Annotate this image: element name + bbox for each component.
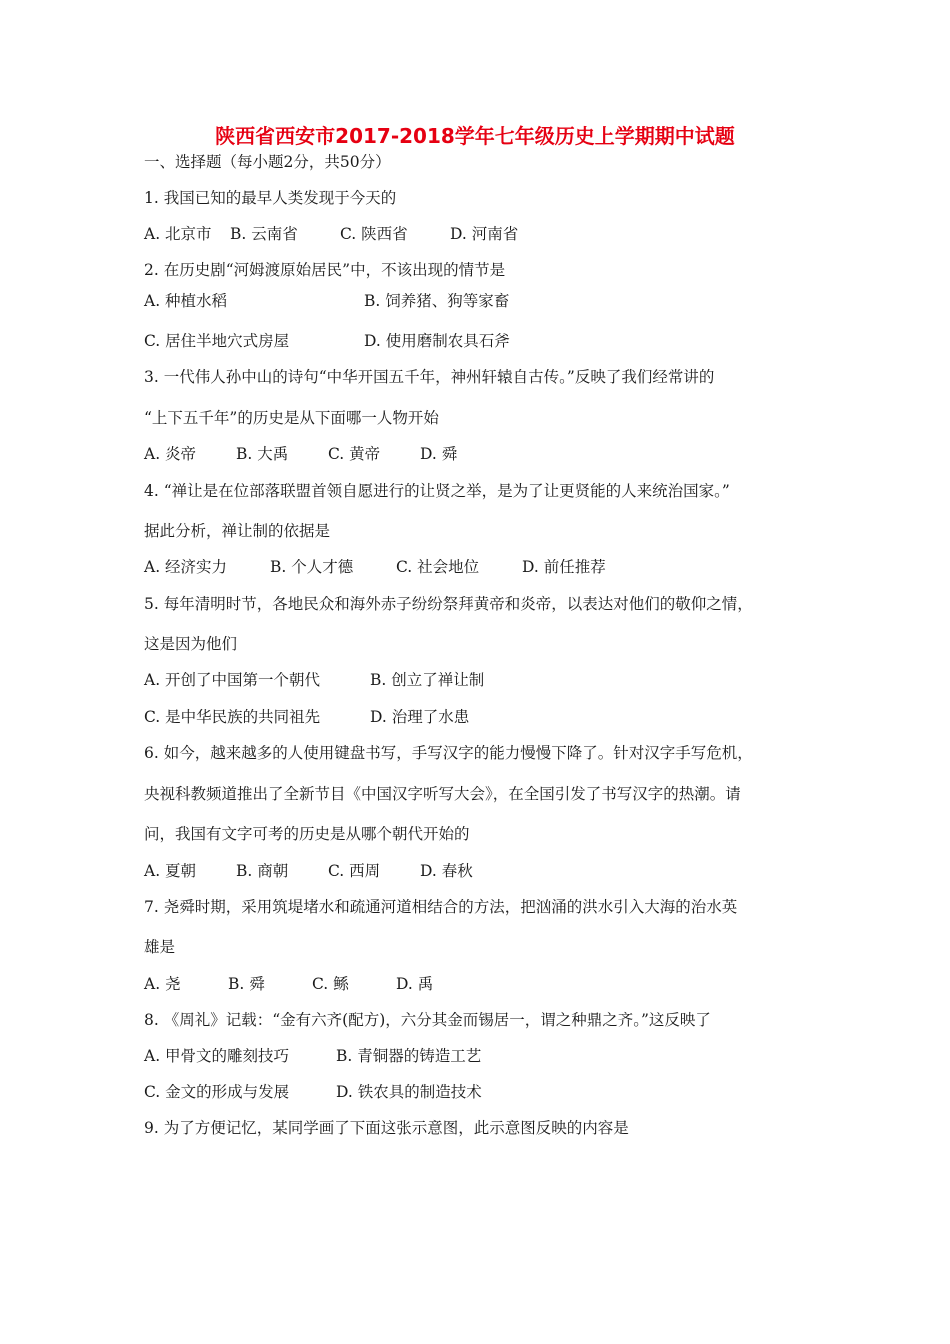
option-c: C. 居住半地穴式房屋 [144, 332, 290, 350]
option-d: D. 禹 [396, 975, 434, 993]
question-3-stem-line2: “上下五千年”的历史是从下面哪一人物开始 [144, 409, 439, 427]
question-6-options [144, 860, 473, 882]
option-b: B. 个人才德 [270, 558, 354, 576]
question-6-stem-line3: 问，我国有文字可考的历史是从哪个朝代开始的 [144, 825, 470, 843]
option-b: B. 创立了禅让制 [370, 671, 485, 689]
option-b: B. 舜 [228, 975, 265, 993]
option-a: A. 经济实力 [144, 558, 228, 576]
option-d: D. 使用磨制农具石斧 [364, 332, 510, 350]
option-c: C. 金文的形成与发展 [144, 1083, 290, 1101]
option-d: D. 前任推荐 [522, 558, 606, 576]
question-5-options-row2 [144, 706, 469, 728]
question-2-stem: 2. 在历史剧“河姆渡原始居民”中，不该出现的情节是 [144, 261, 506, 279]
option-b: B. 大禹 [236, 445, 289, 463]
question-6-stem-line1: 6. 如今，越来越多的人使用键盘书写，手写汉字的能力慢慢下降了。针对汉字手写危机， [144, 744, 753, 762]
option-c: C. 社会地位 [396, 558, 480, 576]
question-4-stem-line2: 据此分析，禅让制的依据是 [144, 522, 331, 540]
question-1-stem: 1. 我国已知的最早人类发现于今天的 [144, 189, 397, 207]
option-d: D. 春秋 [420, 862, 473, 880]
question-2-options-row1 [144, 290, 509, 312]
option-d: D. 铁农具的制造技术 [336, 1083, 482, 1101]
question-9-stem: 9. 为了方便记忆，某同学画了下面这张示意图，此示意图反映的内容是 [144, 1119, 629, 1137]
question-3-options [144, 443, 457, 465]
question-8-options-row2 [144, 1081, 482, 1103]
option-a: A. 炎帝 [144, 445, 197, 463]
option-a: A. 尧 [144, 975, 181, 993]
option-d: D. 舜 [420, 445, 458, 463]
question-4-options [144, 556, 606, 578]
option-c: C. 黄帝 [328, 445, 381, 463]
option-a: A. 北京市 [144, 225, 212, 243]
question-8-stem: 8. 《周礼》记载：“金有六齐(配方)，六分其金而锡居一，谓之种鼎之齐。”这反映了 [144, 1011, 711, 1029]
option-a: A. 种植水稻 [144, 292, 228, 310]
question-7-stem-line1: 7. 尧舜时期，采用筑堤堵水和疏通河道相结合的方法，把汹涌的洪水引入大海的治水英 [144, 898, 738, 916]
option-d: D. 治理了水患 [370, 708, 470, 726]
option-c: C. 陕西省 [340, 225, 408, 243]
option-c: C. 西周 [328, 862, 381, 880]
section-heading: 一、选择题（每小题2分，共50分） [144, 153, 391, 171]
question-2-options-row2 [144, 330, 510, 352]
option-b: B. 商朝 [236, 862, 289, 880]
question-8-options-row1 [144, 1045, 481, 1067]
option-b: B. 青铜器的铸造工艺 [336, 1047, 482, 1065]
question-6-stem-line2: 央视科教频道推出了全新节目《中国汉字听写大会》，在全国引发了书写汉字的热潮。请 [144, 785, 741, 803]
option-b: B. 云南省 [230, 225, 298, 243]
option-c: C. 鲧 [312, 975, 349, 993]
question-7-options [144, 973, 433, 995]
option-a: A. 夏朝 [144, 862, 197, 880]
option-c: C. 是中华民族的共同祖先 [144, 708, 321, 726]
question-3-stem-line1: 3. 一代伟人孙中山的诗句“中华开国五千年，神州轩辕自古传。”反映了我们经常讲的 [144, 368, 715, 386]
question-5-stem-line2: 这是因为他们 [144, 635, 238, 653]
option-a: A. 甲骨文的雕刻技巧 [144, 1047, 290, 1065]
option-b: B. 饲养猪、狗等家畜 [364, 292, 510, 310]
option-a: A. 开创了中国第一个朝代 [144, 671, 321, 689]
question-5-options-row1 [144, 669, 484, 691]
document-title: 陕西省西安市2017-2018学年七年级历史上学期期中试题 [215, 124, 735, 148]
question-7-stem-line2: 雄是 [144, 938, 176, 956]
question-4-stem-line1: 4. “禅让是在位部落联盟首领自愿进行的让贤之举，是为了让更贤能的人来统治国家。” [144, 482, 730, 500]
option-d: D. 河南省 [450, 225, 519, 243]
question-1-options [144, 223, 518, 245]
question-5-stem-line1: 5. 每年清明时节，各地民众和海外赤子纷纷祭拜黄帝和炎帝，以表达对他们的敬仰之情， [144, 595, 753, 613]
